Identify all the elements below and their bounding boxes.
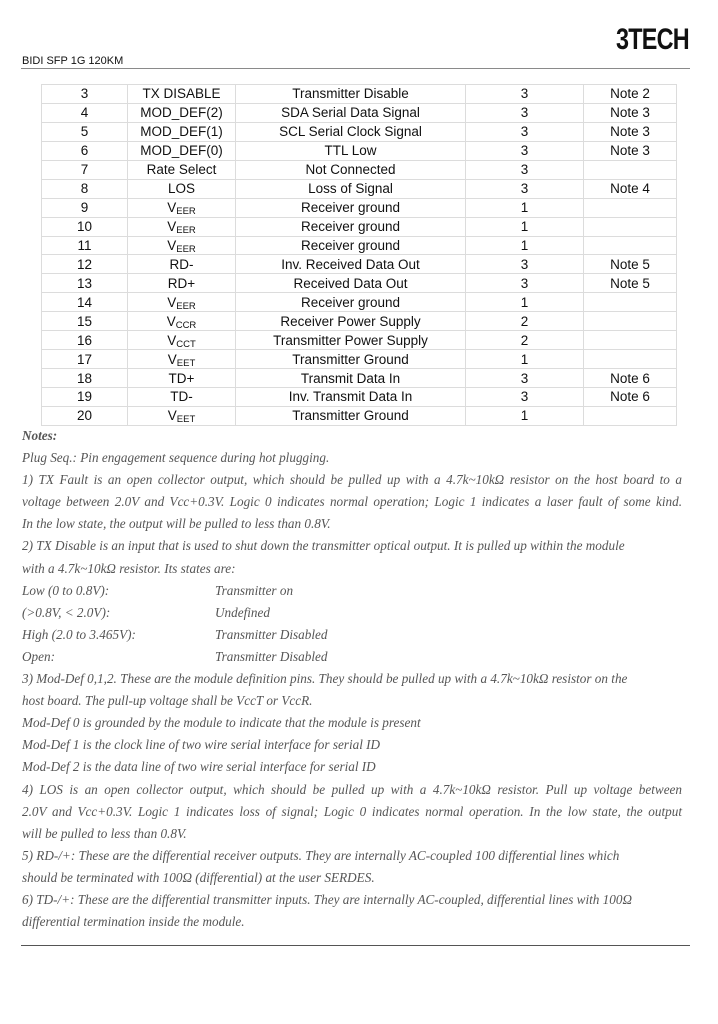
- pin-name-cell: SCL Serial Clock Signal: [236, 122, 466, 141]
- pin-table-row: [42, 369, 677, 388]
- pin-notes-cell: [584, 217, 677, 236]
- note-3-line: host board. The pull-up voltage shall be VccT or VccR.: [22, 693, 313, 709]
- pin-symbol-cell: [128, 179, 236, 198]
- pin-symbol: MOD_DEF(0): [140, 143, 223, 159]
- pin-name-cell: Receiver ground: [236, 217, 466, 236]
- note-1-line: In the low state, the output will be pulled to less than 0.8V.: [22, 516, 331, 532]
- pin-symbol-cell: [128, 255, 236, 274]
- pin-symbol-cell: [128, 103, 236, 122]
- pin-number-cell: 6: [42, 141, 128, 160]
- pin-notes-cell: Note 6: [584, 369, 677, 388]
- pin-name-cell: Not Connected: [236, 160, 466, 179]
- pin-table-row: [42, 406, 677, 425]
- pin-notes-cell: [584, 350, 677, 369]
- pin-symbol-subscript: EET: [176, 357, 196, 369]
- state-condition: Low (0 to 0.8V):: [22, 582, 110, 598]
- pin-name-cell: TTL Low: [236, 141, 466, 160]
- plug-seq-cell: 1: [466, 293, 584, 312]
- pin-notes-cell: Note 3: [584, 141, 677, 160]
- pin-number-cell: 17: [42, 350, 128, 369]
- note-4-line: will be pulled to less than 0.8V.: [22, 825, 187, 841]
- footer-divider: [21, 945, 690, 946]
- state-value: Transmitter on: [215, 582, 294, 598]
- plug-seq-cell: 1: [466, 217, 584, 236]
- plug-seq-cell: 2: [466, 331, 584, 350]
- pin-symbol-cell: [128, 331, 236, 350]
- pin-symbol: TX DISABLE: [142, 86, 221, 102]
- notes-heading: Notes:: [22, 428, 58, 443]
- pin-number-cell: 11: [42, 236, 128, 255]
- pin-table-row: [42, 103, 677, 122]
- plug-seq-cell: 3: [466, 369, 584, 388]
- plug-seq-cell: 3: [466, 141, 584, 160]
- pin-symbol-cell: [128, 350, 236, 369]
- pin-name-cell: Transmitter Disable: [236, 85, 466, 104]
- tx-disable-state-row: [22, 646, 682, 668]
- pin-definition-table: [41, 84, 677, 426]
- pin-table-row: [42, 141, 677, 160]
- pin-notes-cell: [584, 236, 677, 255]
- plug-seq-cell: 3: [466, 122, 584, 141]
- pin-symbol: V: [167, 219, 177, 235]
- note-6-line: 6) TD-/+: These are the differential transmitter inputs. They are internally AC-coupled, differential lines with 100Ω: [22, 891, 632, 907]
- pin-notes-cell: [584, 406, 677, 425]
- pin-name-cell: Loss of Signal: [236, 179, 466, 198]
- state-value: Transmitter Disabled: [215, 626, 328, 642]
- pin-symbol-cell: [128, 369, 236, 388]
- note-plug-seq: Plug Seq.: Pin engagement sequence during hot plugging.: [22, 450, 330, 466]
- plug-seq-cell: 3: [466, 255, 584, 274]
- pin-table-row: [42, 388, 677, 407]
- pin-notes-cell: Note 3: [584, 103, 677, 122]
- note-3-line: Mod-Def 2 is the data line of two wire serial interface for serial ID: [22, 759, 376, 775]
- pin-table-row: [42, 85, 677, 104]
- pin-symbol-cell: [128, 160, 236, 179]
- tx-disable-state-row: [22, 624, 682, 646]
- pin-number-cell: 5: [42, 122, 128, 141]
- pin-symbol-cell: [128, 236, 236, 255]
- plug-seq-cell: 3: [466, 388, 584, 407]
- pin-symbol: V: [167, 200, 177, 216]
- pin-table-row: [42, 255, 677, 274]
- pin-name-cell: Transmitter Power Supply: [236, 331, 466, 350]
- pin-number-cell: 18: [42, 369, 128, 388]
- pin-number-cell: 19: [42, 388, 128, 407]
- note-4-line: 2.0V and Vcc+0.3V. Logic 1 indicates loss of signal; Logic 0 indicates normal operation. In the low state, the output: [22, 803, 682, 819]
- note-6-line: differential termination inside the module.: [22, 914, 245, 930]
- pin-number-cell: 13: [42, 274, 128, 293]
- pin-symbol: RD-: [169, 256, 194, 272]
- pin-notes-cell: Note 6: [584, 388, 677, 407]
- state-value: Transmitter Disabled: [215, 648, 328, 664]
- pin-symbol: LOS: [167, 181, 195, 197]
- pin-symbol: MOD_DEF(2): [140, 105, 223, 121]
- plug-seq-cell: 3: [466, 103, 584, 122]
- pin-table-row: [42, 217, 677, 236]
- pin-symbol: V: [167, 408, 177, 424]
- plug-seq-cell: 2: [466, 312, 584, 331]
- pin-notes-cell: Note 5: [584, 274, 677, 293]
- document-header-title: BIDI SFP 1G 120KM: [22, 55, 124, 67]
- tx-disable-state-row: [22, 580, 682, 602]
- pin-name-cell: Transmitter Ground: [236, 350, 466, 369]
- plug-seq-cell: 1: [466, 350, 584, 369]
- brand-logo: 3TECH: [616, 23, 689, 56]
- pin-table-row: [42, 198, 677, 217]
- pin-name-cell: Inv. Transmit Data In: [236, 388, 466, 407]
- pin-symbol-cell: [128, 85, 236, 104]
- pin-table-row: [42, 274, 677, 293]
- pin-table-row: [42, 160, 677, 179]
- pin-number-cell: 4: [42, 103, 128, 122]
- plug-seq-cell: 3: [466, 85, 584, 104]
- pin-table-row: [42, 312, 677, 331]
- plug-seq-cell: 1: [466, 406, 584, 425]
- pin-symbol: V: [167, 332, 177, 348]
- pin-notes-cell: [584, 331, 677, 350]
- pin-symbol-subscript: EET: [176, 414, 196, 426]
- pin-notes-cell: Note 2: [584, 85, 677, 104]
- pin-symbol-cell: [128, 388, 236, 407]
- pin-notes-cell: [584, 312, 677, 331]
- pin-name-cell: SDA Serial Data Signal: [236, 103, 466, 122]
- pin-table-row: [42, 331, 677, 350]
- header-divider: [21, 68, 690, 69]
- pin-symbol-subscript: EER: [176, 243, 196, 255]
- pin-symbol-cell: [128, 312, 236, 331]
- note-3-line: Mod-Def 0 is grounded by the module to indicate that the module is present: [22, 715, 421, 731]
- pin-notes-cell: Note 5: [584, 255, 677, 274]
- pin-name-cell: Receiver ground: [236, 293, 466, 312]
- pin-table-row: [42, 350, 677, 369]
- pin-number-cell: 7: [42, 160, 128, 179]
- pin-number-cell: 16: [42, 331, 128, 350]
- pin-notes-cell: Note 3: [584, 122, 677, 141]
- pin-table-row: [42, 293, 677, 312]
- note-4-line: 4) LOS is an open collector output, which should be pulled up with a 4.7k~10kΩ resistor. Pull up voltage between: [22, 781, 682, 797]
- pin-name-cell: Transmit Data In: [236, 369, 466, 388]
- pin-number-cell: 8: [42, 179, 128, 198]
- pin-symbol: Rate Select: [146, 162, 217, 178]
- note-1-line: voltage between 2.0V and Vcc+0.3V. Logic 0 indicates normal operation; Logic 1 indicates a laser fault of some kind.: [22, 494, 682, 510]
- pin-symbol-cell: [128, 293, 236, 312]
- pin-notes-cell: [584, 160, 677, 179]
- pin-symbol-subscript: CCT: [176, 338, 196, 350]
- pin-symbol: V: [166, 313, 176, 329]
- pin-symbol-cell: [128, 198, 236, 217]
- plug-seq-cell: 3: [466, 274, 584, 293]
- pin-symbol: V: [167, 351, 177, 367]
- pin-symbol-subscript: EER: [176, 206, 196, 218]
- pin-number-cell: 20: [42, 406, 128, 425]
- pin-table-row: [42, 236, 677, 255]
- pin-name-cell: Receiver Power Supply: [236, 312, 466, 331]
- state-condition: High (2.0 to 3.465V):: [22, 626, 136, 642]
- state-value: Undefined: [215, 604, 270, 620]
- pin-symbol-cell: [128, 274, 236, 293]
- pin-number-cell: 12: [42, 255, 128, 274]
- pin-symbol-cell: [128, 141, 236, 160]
- pin-symbol-subscript: EER: [176, 225, 196, 237]
- pin-symbol-cell: [128, 406, 236, 425]
- pin-symbol: RD+: [167, 275, 196, 291]
- note-2-line: 2) TX Disable is an input that is used to shut down the transmitter optical output. It is pulled up within the module: [22, 538, 625, 554]
- pin-symbol-cell: [128, 122, 236, 141]
- plug-seq-cell: 3: [466, 160, 584, 179]
- pin-symbol: TD-: [170, 389, 193, 405]
- pin-notes-cell: Note 4: [584, 179, 677, 198]
- pin-symbol-cell: [128, 217, 236, 236]
- note-1-line: 1) TX Fault is an open collector output, which should be pulled up with a 4.7k~10kΩ resistor on the host board to a: [22, 472, 682, 488]
- pin-number-cell: 14: [42, 293, 128, 312]
- pin-table-body: [42, 85, 677, 426]
- state-condition: Open:: [22, 648, 55, 664]
- plug-seq-cell: 1: [466, 236, 584, 255]
- pin-symbol: MOD_DEF(1): [140, 124, 223, 140]
- pin-symbol: V: [167, 237, 177, 253]
- pin-notes-cell: [584, 293, 677, 312]
- pin-number-cell: 3: [42, 85, 128, 104]
- pin-number-cell: 15: [42, 312, 128, 331]
- pin-name-cell: Transmitter Ground: [236, 406, 466, 425]
- pin-symbol-subscript: EER: [176, 300, 196, 312]
- note-2-line: with a 4.7k~10kΩ resistor. Its states are:: [22, 560, 236, 576]
- pin-name-cell: Receiver ground: [236, 236, 466, 255]
- pin-table-row: [42, 122, 677, 141]
- plug-seq-cell: 3: [466, 179, 584, 198]
- tx-disable-state-row: [22, 602, 682, 624]
- pin-name-cell: Received Data Out: [236, 274, 466, 293]
- pin-table-row: [42, 179, 677, 198]
- state-condition: (>0.8V, < 2.0V):: [22, 604, 111, 620]
- plug-seq-cell: 1: [466, 198, 584, 217]
- pin-name-cell: Inv. Received Data Out: [236, 255, 466, 274]
- note-3-line: 3) Mod-Def 0,1,2. These are the module definition pins. They should be pulled up with a 4.7k~10kΩ resistor on the: [22, 671, 628, 687]
- pin-notes-cell: [584, 198, 677, 217]
- notes-section: [22, 425, 682, 933]
- note-5-line: 5) RD-/+: These are the differential receiver outputs. They are internally AC-coupled 100 differential lines which: [22, 847, 620, 863]
- note-5-line: should be terminated with 100Ω (differential) at the user SERDES.: [22, 869, 375, 885]
- pin-name-cell: Receiver ground: [236, 198, 466, 217]
- pin-symbol: TD+: [168, 370, 195, 386]
- pin-number-cell: 9: [42, 198, 128, 217]
- pin-symbol: V: [167, 294, 177, 310]
- note-3-line: Mod-Def 1 is the clock line of two wire serial interface for serial ID: [22, 737, 381, 753]
- pin-number-cell: 10: [42, 217, 128, 236]
- pin-symbol-subscript: CCR: [175, 319, 197, 331]
